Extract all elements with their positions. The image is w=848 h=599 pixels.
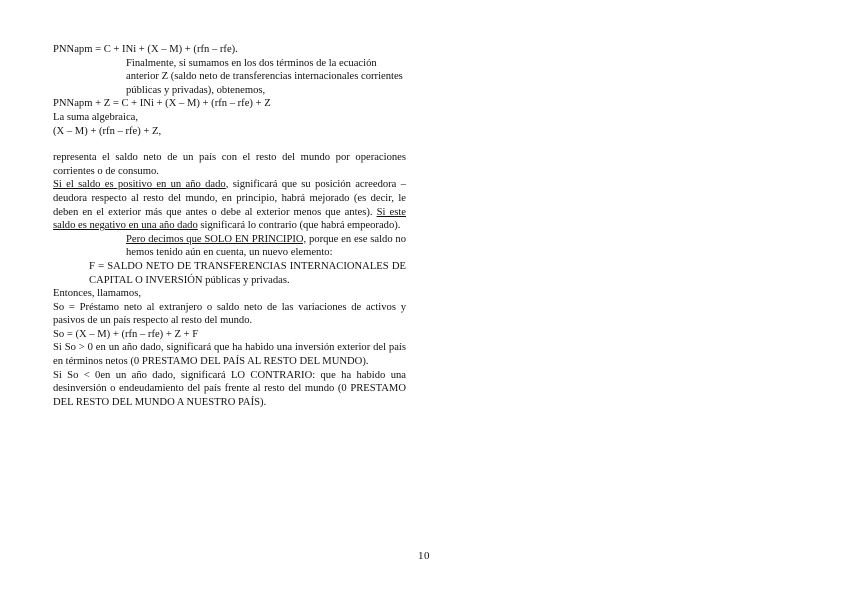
paragraph-positive-negative bbox=[53, 178, 406, 232]
text-column bbox=[53, 43, 406, 409]
equation-so: So = (X – M) + (rfn – rfe) + Z + F bbox=[53, 328, 199, 340]
sum-expression: (X – M) + (rfn – rfe) + Z, bbox=[53, 125, 162, 137]
negative-underlined: Si este saldo es negativo en una año dado bbox=[53, 206, 406, 232]
spacer bbox=[53, 138, 406, 151]
paragraph-so-positive: Si So > 0 en un año dado, significará que ha habido una inversión exterior del país en términos netos (0 PRESTAMO DEL PAÍS AL RESTO DEL MUNDO). bbox=[53, 342, 406, 368]
but-text: porque en ese saldo no hemos tenido aún en cuenta, un nuevo elemento: bbox=[126, 233, 407, 259]
definition-f: F = SALDO NETO DE TRANSFERENCIAS INTERNACIONALES DE CAPITAL O INVERSIÓN públicas y privadas. bbox=[89, 260, 406, 286]
paragraph-finally: Finalmente, si sumamos en los dos términos de la ecuación anterior Z (saldo neto de transferencias internacionales corrientes públicas y privadas), obtenemos, bbox=[126, 57, 403, 96]
paragraph-so-negative: Si So < 0en un año dado, significará LO CONTRARIO: que ha habido una desinversión o endeudamiento del país frente al resto del mundo (0 PRESTAMO DEL RESTO DEL MUNDO A NUESTRO PAÍS). bbox=[53, 369, 406, 408]
equation-pnnapm-z: PNNapm + Z = C + INi + (X – M) + (rfn – rfe) + Z bbox=[53, 98, 271, 110]
but-underlined: Pero decimos que SOLO EN PRINCIPIO, bbox=[126, 233, 307, 245]
definition-so: So = Préstamo neto al extranjero o saldo neto de las variaciones de activos y pasivos de un país respecto al resto del mundo. bbox=[53, 301, 406, 327]
positive-underlined: Si el saldo es positivo en un año dado bbox=[53, 179, 226, 191]
page-number: 10 bbox=[418, 550, 430, 562]
paragraph-represents: representa el saldo neto de un país con el resto del mundo por operaciones corrientes o de consumo. bbox=[53, 152, 406, 177]
paragraph-but bbox=[53, 233, 406, 260]
equation-pnnapm: PNNapm = C + INi + (X – M) + (rfn – rfe). bbox=[53, 44, 238, 55]
positive-text: , significará que su posición acreedora – deudora respecto al resto del mundo, en principio, habrá mejorado (es decir, le deben en el exterior más que antes o debe al exterior menos que antes). bbox=[53, 179, 406, 218]
sum-label: La suma algebraica, bbox=[53, 111, 138, 123]
negative-text: significará lo contrario (que habrá empeorado). bbox=[197, 220, 401, 232]
then-label: Entonces, llamamos, bbox=[53, 288, 141, 300]
